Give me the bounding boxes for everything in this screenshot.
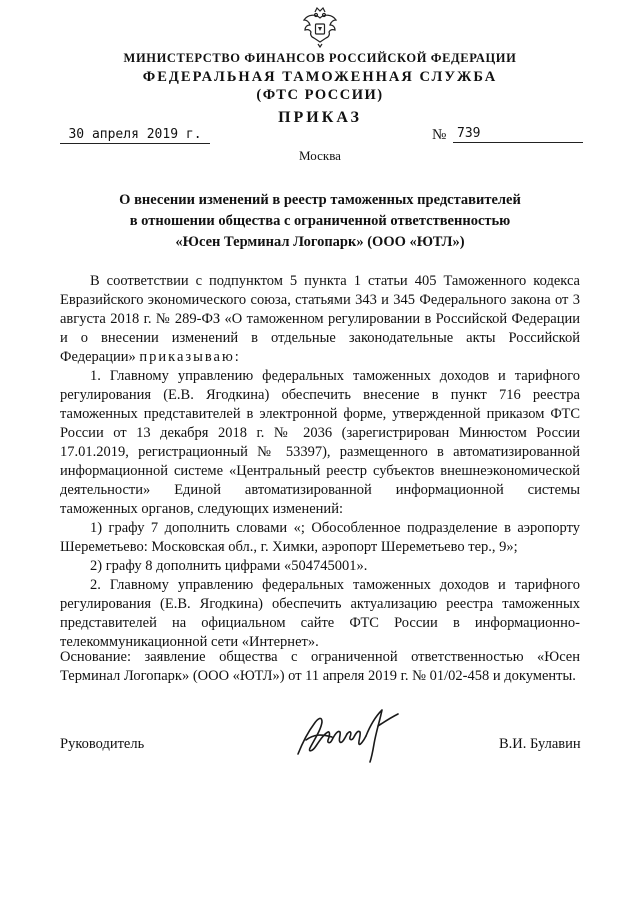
order-date: 30 апреля 2019 г. — [60, 127, 210, 144]
subject-line: «Юсен Терминал Логопарк» (ООО «ЮТЛ») — [175, 234, 465, 250]
city: Москва — [299, 148, 341, 163]
preamble-text: В соответствии с подпунктом 5 пункта 1 статьи 405 Таможенного кодекса Евразийского экономического союза, статьями 343 и 345 Федерального закона от 3 августа 2018 г. № 289-ФЗ «О таможенном регулировании в Российской Федерации и о внесении изменений в отдельные законодательные акты Российской Федерации» — [60, 273, 580, 365]
order-number-label: № — [432, 127, 447, 143]
item-1-subitem-2: 2) графу 8 дополнить цифрами «504745001». — [90, 558, 368, 574]
subject-line: в отношении общества с ограниченной ответственностью — [129, 213, 511, 229]
order-number: 739 — [453, 126, 583, 143]
handwritten-signature — [292, 704, 408, 768]
signatory-role: Руководитель — [60, 736, 145, 752]
order-subject — [60, 190, 580, 253]
document-type: ПРИКАЗ — [278, 109, 362, 126]
service-abbreviation: (ФТС РОССИИ) — [256, 87, 384, 103]
item-1-subitem-1: 1) графу 7 дополнить словами «; Обособленное подразделение в аэропорту Шереметьево: Московская обл., г. Химки, аэропорт Шереметьево тер., 9»; — [60, 520, 580, 555]
order-body — [60, 272, 580, 652]
item-2: 2. Главному управлению федеральных таможенных доходов и тарифного регулирования (Е.В. Ягодкина) обеспечить актуализацию реестра таможенных представителей на официальном сайте ФТС России в информационно-телекоммуникационной сети «Интернет». — [60, 577, 580, 650]
preamble-action: приказываю: — [139, 349, 241, 365]
coat-of-arms-emblem — [298, 4, 342, 48]
ministry-name: МИНИСТЕРСТВО ФИНАНСОВ РОССИЙСКОЙ ФЕДЕРАЦИИ — [123, 51, 517, 65]
service-name: ФЕДЕРАЛЬНАЯ ТАМОЖЕННАЯ СЛУЖБА — [142, 69, 498, 85]
preamble-paragraph — [60, 272, 580, 367]
basis-paragraph: Основание: заявление общества с ограниченной ответственностью «Юсен Терминал Логопарк» (ООО «ЮТЛ») от 11 апреля 2019 г. № 01/02-458 и документы. — [60, 649, 580, 684]
signatory-name: В.И. Булавин — [499, 736, 581, 752]
item-1: 1. Главному управлению федеральных таможенных доходов и тарифного регулирования (Е.В. Ягодкина) обеспечить внесение в пункт 716 реестра таможенных представителей в электронной форме, утвержденной приказом ФТС России от 13 декабря 2018 г. № 2036 (зарегистрирован Минюстом России 17.01.2019, регистрационный № 53397), размещенного в автоматизированной информационной системе «Центральный реестр субъектов внешнеэкономической деятельности» Единой автоматизированной информационной системы таможенных органов, следующих изменений: — [60, 368, 580, 517]
subject-line: О внесении изменений в реестр таможенных представителей — [119, 192, 521, 208]
